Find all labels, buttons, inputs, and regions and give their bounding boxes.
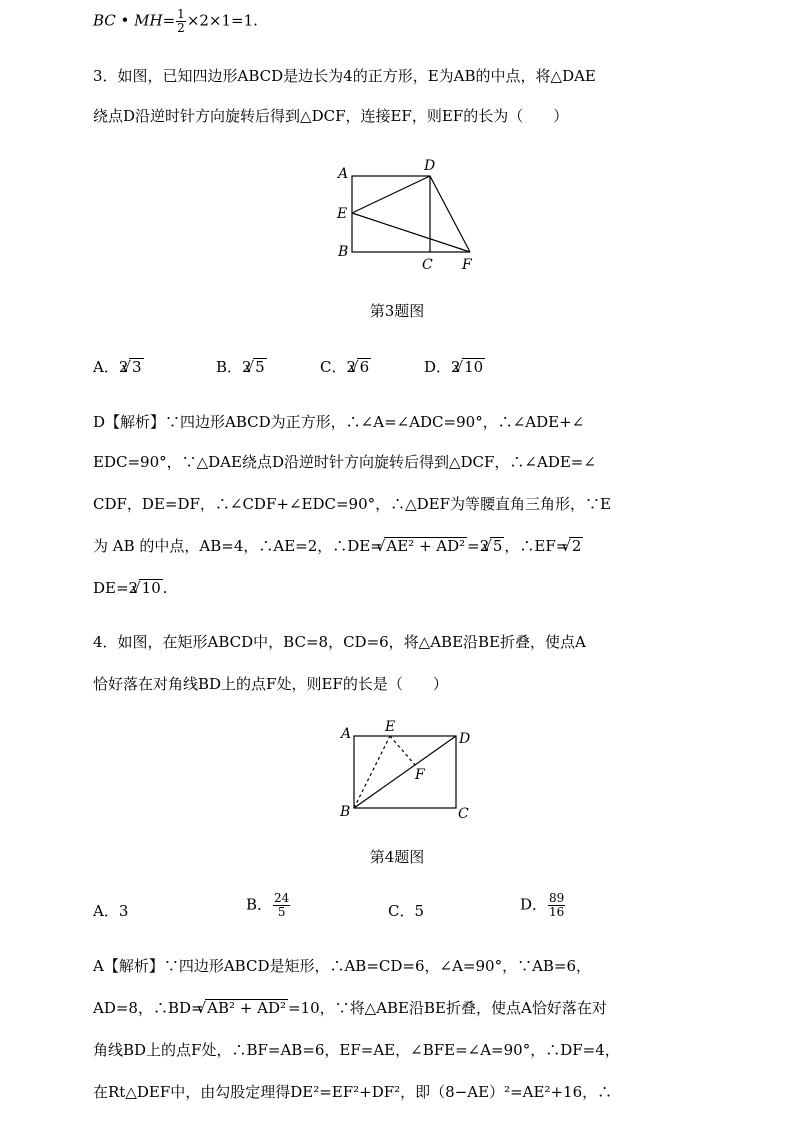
q3-solution-line3: CDF，DE=DF，∴∠CDF+∠EDC=90°，∴△DEF为等腰直角三角形，∵E (93, 495, 611, 513)
label-b: B (340, 804, 351, 820)
label-a: A (341, 726, 352, 742)
q4-figure (336, 716, 486, 824)
q3-option-c: C．2√ 6 (320, 356, 371, 377)
q4-solution-line4: 在Rt△DEF中，由勾股定理得DE²=EF²+DF²，即（8−AE）²=AE²+16，∴ (93, 1083, 613, 1101)
q4-stem-line1: 4．如图，在矩形ABCD中，BC=8，CD=6，将△ABE沿BE折叠，使点A (93, 633, 586, 651)
q4-solution-line2: AD=8，∴BD=√ AB² + AD² =10，∵将△ABE沿BE折叠，使点A恰好落在对 (93, 998, 607, 1018)
segment-ed (352, 176, 430, 213)
label-f: F (462, 257, 472, 273)
segment-be (354, 736, 390, 808)
q3-solution-line4: 为 AB 的中点，AB=4，∴AE=2，∴DE=√ AE² + AD² =2√ 5 ，∴EF=√ 2 (93, 536, 583, 556)
q3-caption: 第3题图 (369, 302, 425, 320)
q3-stem-line1: 3．如图，已知四边形ABCD是边长为4的正方形，E为AB的中点，将△DAE (93, 67, 596, 85)
q4-solution-line3: 角线BD上的点F处，∴BF=AB=6，EF=AE，∠BFE=∠A=90°，∴DF=4， (93, 1041, 620, 1059)
q4-caption: 第4题图 (369, 848, 425, 866)
label-e: E (337, 206, 348, 222)
prev-solution-tail: BC • MH= $\frac{1}{2}$ ×2×1=1. (93, 7, 258, 35)
label-f: F (415, 767, 425, 783)
q3-solution-line5: DE=2√ 10 . (93, 578, 168, 598)
q4-option-d: D． $\frac{89}{16}$ (520, 891, 565, 919)
label-c: C (458, 806, 469, 822)
diagonal-bd (354, 736, 456, 808)
q3-option-b: B．2√ 5 (216, 356, 267, 377)
q4-option-c: C．5 (388, 902, 425, 920)
q3-solution-line1: D【解析】∵四边形ABCD为正方形，∴∠A=∠ADC=90°，∴∠ADE+∠ (93, 413, 585, 431)
q4-option-b: B． $\frac{24}{5}$ (246, 891, 290, 919)
label-a: A (338, 166, 349, 182)
q4-option-a: A．3 (93, 902, 129, 920)
q3-figure (332, 156, 492, 276)
q3-solution-line2: EDC=90°，∵△DAE绕点D沿逆时针方向旋转后得到△DCF，∴∠ADE=∠ (93, 453, 596, 471)
square-abcd (352, 176, 430, 252)
label-b: B (338, 244, 349, 260)
label-c: C (422, 257, 433, 273)
q3-option-d: D．2√ 10 (424, 356, 485, 377)
segment-ef (390, 736, 415, 765)
q3-stem-line2: 绕点D沿逆时针方向旋转后得到△DCF，连接EF，则EF的长为（ ） (93, 107, 569, 125)
label-d: D (459, 731, 471, 747)
q4-stem-line2: 恰好落在对角线BD上的点F处，则EF的长是（ ） (93, 675, 448, 693)
label-d: D (424, 158, 436, 174)
q4-solution-line1: A【解析】∵四边形ABCD是矩形，∴AB=CD=6，∠A=90°，∵AB=6， (93, 957, 592, 975)
fraction: $\frac{1}{2}$ (177, 7, 185, 35)
label-e: E (385, 719, 396, 735)
q3-option-a: A．2√ 3 (93, 356, 144, 377)
